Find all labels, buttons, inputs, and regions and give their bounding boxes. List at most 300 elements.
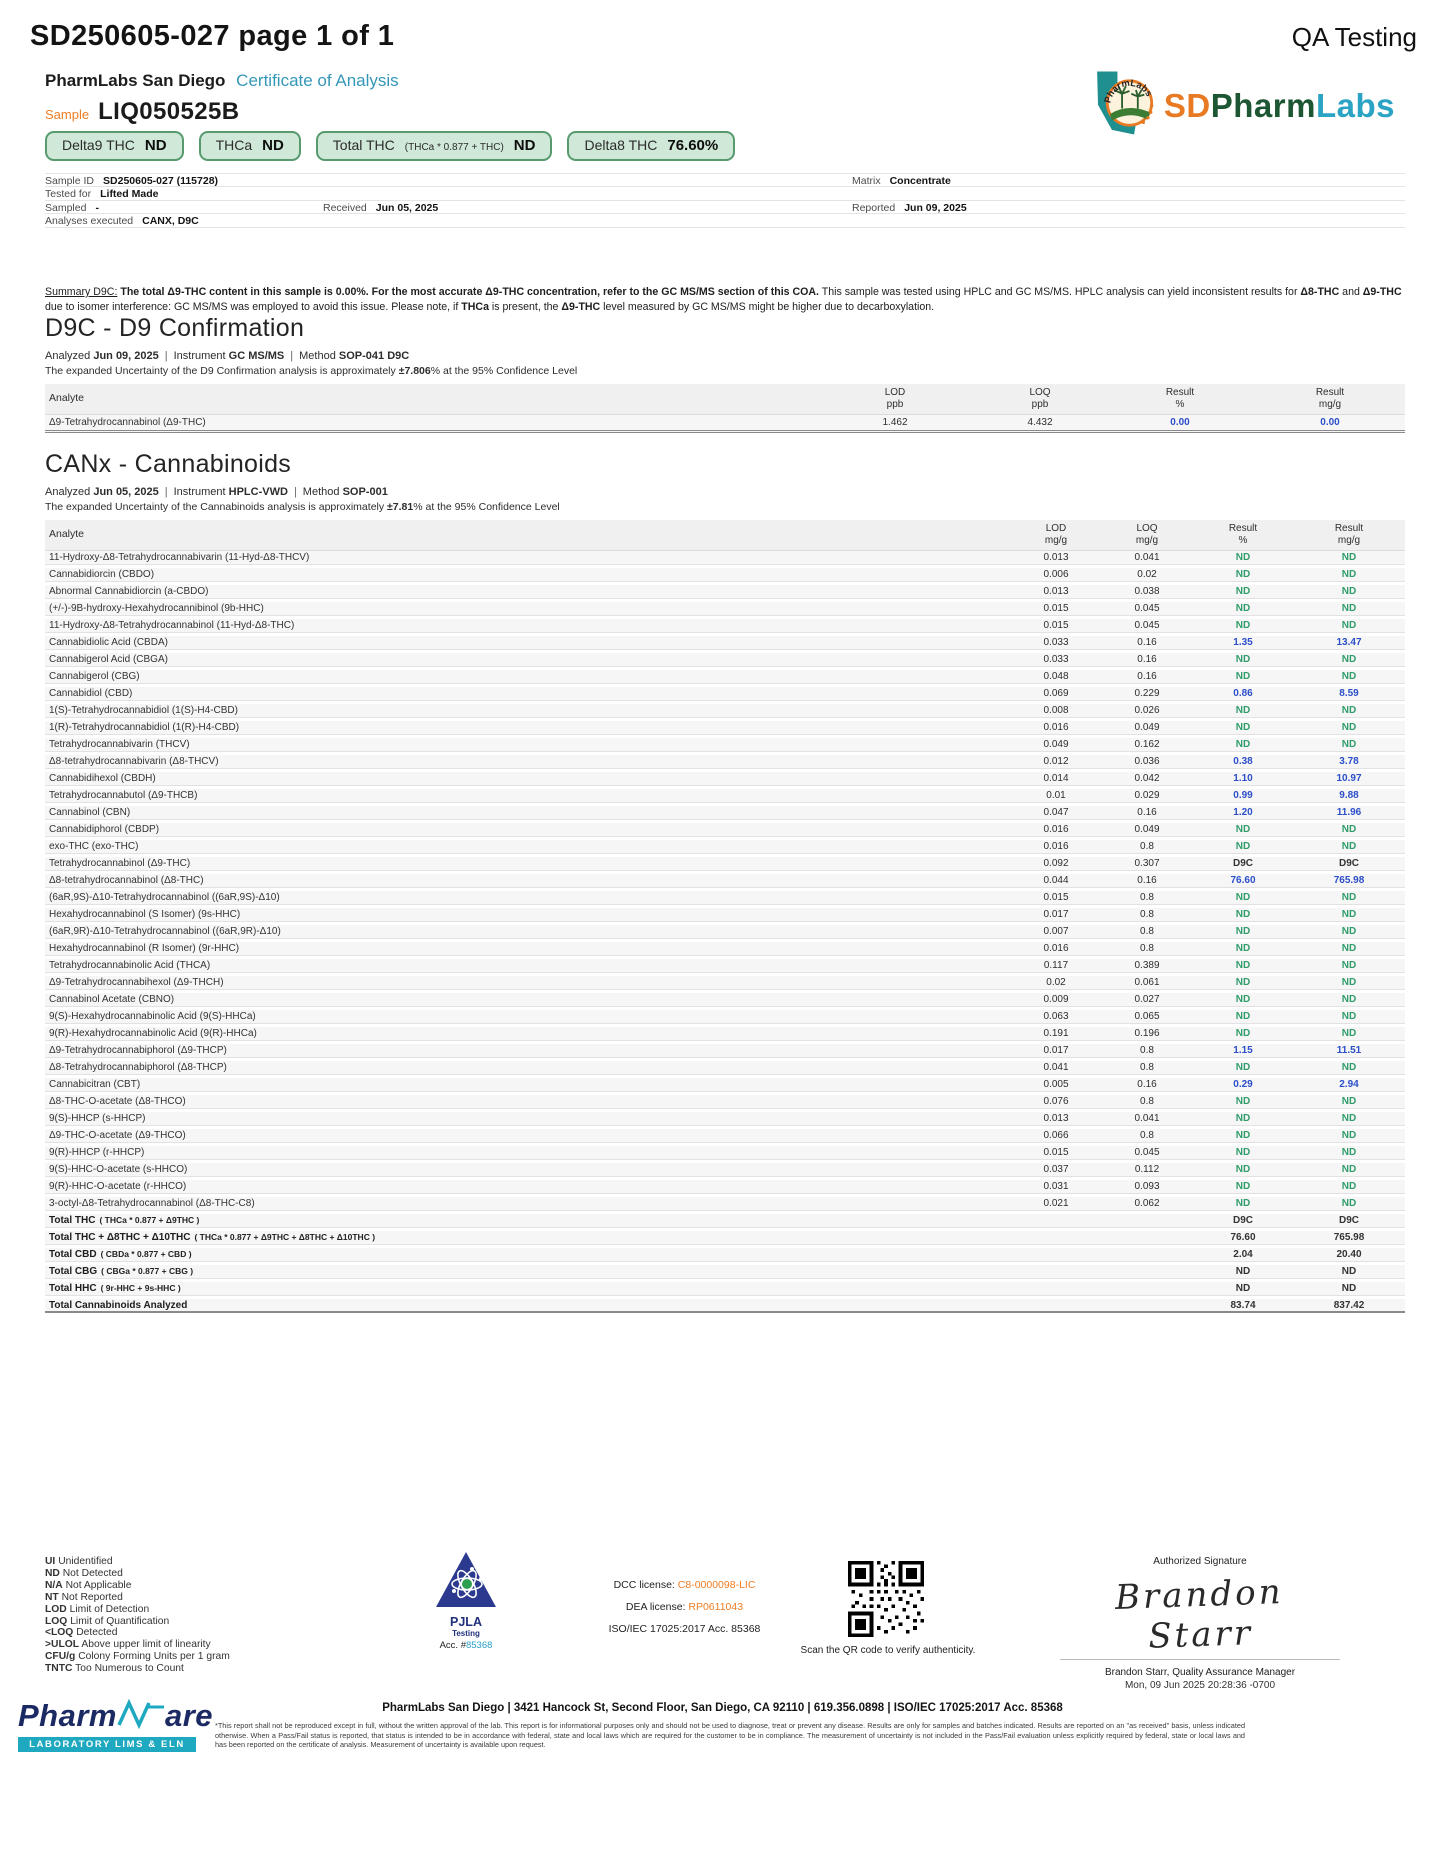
result-pct-value: ND <box>1235 1147 1251 1158</box>
result-pct-value: ND <box>1235 977 1251 988</box>
report-disclaimer: *This report shall not be reproduced except in full, without the written approval of the lab. This report is for informational purposes only and should not be used to diagnose, treat or prevent any disease. Results are only for samples and batches indicated. Results are reported on an "as received" basis, unless indicated otherwise. When a Pass/Fail status is reported, that status is intended to be in accordance with federal, state and local laws which are required for the customer to be in compliance. The measurement of uncertainty is not included in the Pass/Fail evaluation unless explicitly required by federal, state or local laws and has been reported on the certificate of analysis. Measurement of uncertainty is available upon request. <box>215 1721 1245 1750</box>
result-mgg-value: ND <box>1341 1028 1357 1039</box>
lod-value: 0.037 <box>1043 1164 1069 1175</box>
analyte-name: Δ8-THC-O-acetate (Δ8-THCO) <box>49 1096 186 1107</box>
canx-table-body <box>45 551 1405 1313</box>
analyte-name: Tetrahydrocannabinolic Acid (THCA) <box>49 960 211 971</box>
analyte-name: Hexahydrocannabinol (R Isomer) (9r-HHC) <box>49 943 240 954</box>
lab-address-line: PharmLabs San Diego | 3421 Hancock St, Second Floor, San Diego, CA 92110 | 619.356.0898 | ISO/IEC 17025:2017 Acc. 85368 <box>382 1702 1063 1714</box>
legend-item: LOQ Limit of Quantification <box>45 1615 170 1627</box>
result-pct-value: ND <box>1235 1181 1251 1192</box>
analyte-formula <box>186 1130 190 1140</box>
analyte-formula <box>281 926 285 936</box>
loq-value: 0.045 <box>1134 603 1160 614</box>
result-mgg-value: 765.98 <box>1333 1232 1365 1243</box>
analyte-formula <box>255 1198 259 1208</box>
result-pct-value: 1.10 <box>1233 773 1253 784</box>
table-row <box>45 908 1405 922</box>
result-pct-value: ND <box>1235 926 1251 937</box>
lod-value: 0.041 <box>1043 1062 1069 1073</box>
legend-item: N/A Not Applicable <box>45 1579 132 1591</box>
license-block <box>592 1574 777 1640</box>
loq-value: 0.061 <box>1134 977 1160 988</box>
analyte-name: Total THC <box>49 1215 96 1226</box>
result-mgg-value: ND <box>1341 1113 1357 1124</box>
lod-value: 0.066 <box>1043 1130 1069 1141</box>
d9c-uncertainty-line: The expanded Uncertainty of the D9 Confirmation analysis is approximately ±7.806% at the 95% Confidence Level <box>45 365 578 377</box>
result-mgg-value: ND <box>1341 977 1357 988</box>
svg-text:PharmLabs: PharmLabs <box>1102 77 1155 104</box>
result-pct-value: 76.60 <box>1230 875 1256 886</box>
analyte-name: 11-Hydroxy-Δ8-Tetrahydrocannabinol (11-Hyd-Δ8-THC) <box>49 620 295 631</box>
analyte-formula <box>197 790 201 800</box>
table-row <box>45 721 1405 735</box>
result-mgg-value: ND <box>1341 1283 1357 1294</box>
analyte-name: (6aR,9S)-Δ10-Tetrahydrocannabinol ((6aR,9S)-Δ10) <box>49 892 280 903</box>
analyte-name: 9(R)-HHCP (r-HHCP) <box>49 1147 145 1158</box>
lod-value: 0.048 <box>1043 671 1069 682</box>
analyte-formula <box>257 1028 261 1038</box>
loq-value: 0.045 <box>1134 1147 1160 1158</box>
analyte-formula <box>168 654 172 664</box>
pharmware-wave-icon <box>117 1699 165 1734</box>
d9c-table-row: Δ9-Tetrahydrocannabinol (Δ9-THC) 1.462 4.432 0.00 0.00 <box>45 415 1405 433</box>
result-mgg-value: ND <box>1341 1096 1357 1107</box>
d9c-section-title: D9C - D9 Confirmation <box>45 314 305 342</box>
loq-value: 0.16 <box>1137 637 1157 648</box>
table-row <box>45 585 1405 599</box>
analyte-name: (6aR,9R)-Δ10-Tetrahydrocannabinol ((6aR,9R)-Δ10) <box>49 926 281 937</box>
result-pct-value: ND <box>1235 1130 1251 1141</box>
analyte-name: Cannabidiphorol (CBDP) <box>49 824 160 835</box>
legend-item: NT Not Reported <box>45 1591 123 1603</box>
result-pct-value: ND <box>1235 1062 1251 1073</box>
analyte-name: 1(R)-Tetrahydrocannabidiol (1(R)-H4-CBD) <box>49 722 240 733</box>
canx-section-title: CANx - Cannabinoids <box>45 450 292 478</box>
analyte-formula <box>140 1079 144 1089</box>
analyte-formula <box>132 688 136 698</box>
loq-value: 0.041 <box>1134 552 1160 563</box>
lod-value: 0.016 <box>1043 824 1069 835</box>
analyte-name: Cannabigerol (CBG) <box>49 671 140 682</box>
lod-value: 0.017 <box>1043 1045 1069 1056</box>
result-pct-value: 0.29 <box>1233 1079 1253 1090</box>
table-row <box>45 806 1405 820</box>
info-row-sample-id: Sample ID SD250605-027 (115728) Matrix Concentrate <box>45 173 1405 187</box>
lod-value: 0.069 <box>1043 688 1069 699</box>
result-pct-value: ND <box>1235 552 1251 563</box>
lod-value: 0.009 <box>1043 994 1069 1005</box>
lod-value: 0.015 <box>1043 1147 1069 1158</box>
analyte-formula <box>186 1096 190 1106</box>
signature-script: Brandon Starr <box>1114 1572 1285 1657</box>
badge-total-thc: Total THC (THCa * 0.877 + THC) ND <box>316 131 553 161</box>
table-row <box>45 1299 1405 1313</box>
analyte-formula <box>144 1147 148 1157</box>
table-row <box>45 1078 1405 1092</box>
result-mgg-value: ND <box>1341 620 1357 631</box>
analyte-name: 9(R)-HHC-O-acetate (r-HHCO) <box>49 1181 187 1192</box>
loq-value: 0.8 <box>1140 909 1154 920</box>
canx-uncertainty-line: The expanded Uncertainty of the Cannabinoids analysis is approximately ±7.81% at the 95% Confidence Level <box>45 501 560 513</box>
analyte-name: 9(R)-Hexahydrocannabinolic Acid (9(R)-HHCa) <box>49 1028 257 1039</box>
result-mgg-value: ND <box>1341 1011 1357 1022</box>
loq-value: 0.027 <box>1134 994 1160 1005</box>
table-row <box>45 738 1405 752</box>
qr-caption: Scan the QR code to verify authenticity. <box>800 1645 976 1656</box>
analyte-name: Δ9-THC-O-acetate (Δ9-THCO) <box>49 1130 186 1141</box>
canx-meta-line: Analyzed Jun 05, 2025 | Instrument HPLC-VWD | Method SOP-001 <box>45 486 388 498</box>
analyte-name: Tetrahydrocannabinol (Δ9-THC) <box>49 858 191 869</box>
table-row <box>45 891 1405 905</box>
result-pct-value: ND <box>1235 1283 1251 1294</box>
table-row <box>45 1282 1405 1296</box>
analyte-name: Total Cannabinoids Analyzed <box>49 1299 188 1311</box>
analyte-formula <box>168 637 172 647</box>
lod-value: 0.092 <box>1043 858 1069 869</box>
lod-value: 0.016 <box>1043 722 1069 733</box>
analyte-formula <box>156 773 160 783</box>
analyte-formula: ( CBDa * 0.877 + CBD ) <box>100 1249 192 1259</box>
lod-value: 0.008 <box>1043 705 1069 716</box>
loq-value: 0.162 <box>1134 739 1160 750</box>
analyte-name: Δ8-tetrahydrocannabivarin (Δ8-THCV) <box>49 756 219 767</box>
result-mgg-value: ND <box>1341 1266 1357 1277</box>
result-mgg-value: ND <box>1341 909 1357 920</box>
loq-value: 0.029 <box>1134 790 1160 801</box>
result-pct-value: 0.99 <box>1233 790 1253 801</box>
result-mgg-value: 8.59 <box>1339 688 1359 699</box>
qa-testing-label: QA Testing <box>1291 22 1417 52</box>
legend-item: >ULOL Above upper limit of linearity <box>45 1639 211 1651</box>
table-row <box>45 1197 1405 1211</box>
table-row <box>45 1027 1405 1041</box>
result-pct-value: ND <box>1235 1164 1251 1175</box>
table-row <box>45 1044 1405 1058</box>
loq-value: 0.16 <box>1137 654 1157 665</box>
analyte-formula <box>227 1045 231 1055</box>
lod-value: 0.015 <box>1043 603 1069 614</box>
lod-value: 0.013 <box>1043 552 1069 563</box>
result-pct-value: ND <box>1235 892 1251 903</box>
result-pct-value: 2.04 <box>1233 1249 1253 1260</box>
analyte-name: Total HHC <box>49 1283 97 1294</box>
badge-delta8-thc: Delta8 THC 76.60% <box>567 131 735 161</box>
analyte-formula <box>154 569 158 579</box>
analyte-name: (+/-)-9B-hydroxy-Hexahydrocannibinol (9b-HHC) <box>49 603 264 614</box>
table-row <box>45 1146 1405 1160</box>
table-row <box>45 1180 1405 1194</box>
loq-value: 0.049 <box>1134 824 1160 835</box>
result-mgg-value: ND <box>1341 926 1357 937</box>
table-row <box>45 1112 1405 1126</box>
analyte-formula: ( THCa * 0.877 + Δ9THC + Δ8THC + Δ10THC ) <box>194 1232 376 1242</box>
loq-value: 0.026 <box>1134 705 1160 716</box>
qr-code <box>848 1561 924 1637</box>
table-row <box>45 840 1405 854</box>
signature-block <box>1060 1556 1340 1691</box>
analyte-name: Cannabinol (CBN) <box>49 807 131 818</box>
result-mgg-value: ND <box>1341 1130 1357 1141</box>
loq-value: 0.8 <box>1140 892 1154 903</box>
lod-value: 0.016 <box>1043 841 1069 852</box>
legend-item: TNTC Too Numerous to Count <box>45 1663 184 1675</box>
loq-value: 0.8 <box>1140 1096 1154 1107</box>
analyte-name: Cannabidiol (CBD) <box>49 688 133 699</box>
result-mgg-value: 765.98 <box>1333 875 1365 886</box>
table-row <box>45 1265 1405 1279</box>
result-pct-value: ND <box>1235 824 1251 835</box>
result-mgg-value: ND <box>1341 552 1357 563</box>
result-pct-value: ND <box>1235 1096 1251 1107</box>
loq-value: 0.042 <box>1134 773 1160 784</box>
lod-value: 0.014 <box>1043 773 1069 784</box>
table-row <box>45 1095 1405 1109</box>
lod-value: 0.033 <box>1043 654 1069 665</box>
sample-label: Sample <box>45 107 90 122</box>
analyte-formula <box>140 671 144 681</box>
analyte-name: Cannabinol Acetate (CBNO) <box>49 994 175 1005</box>
lod-value: 0.031 <box>1043 1181 1069 1192</box>
result-pct-value: ND <box>1235 620 1251 631</box>
analyte-formula <box>256 1011 260 1021</box>
analyte-formula <box>240 909 244 919</box>
result-pct-value: 1.35 <box>1233 637 1253 648</box>
analyte-name: Abnormal Cannabidiorcin (a-CBDO) <box>49 586 209 597</box>
analyte-name: Hexahydrocannabinol (S Isomer) (9s-HHC) <box>49 909 241 920</box>
analyte-name: Cannabidiolic Acid (CBDA) <box>49 637 168 648</box>
result-mgg-value: D9C <box>1338 858 1359 869</box>
result-mgg-value: ND <box>1341 943 1357 954</box>
loq-value: 0.8 <box>1140 926 1154 937</box>
d9c-table-header: Analyte LOD ppb LOQ ppb Result % Result mg/g <box>45 384 1405 415</box>
analyte-formula <box>145 1113 149 1123</box>
analyte-name: Δ8-tetrahydrocannabinol (Δ8-THC) <box>49 875 204 886</box>
loq-value: 0.8 <box>1140 1130 1154 1141</box>
table-row <box>45 636 1405 650</box>
result-mgg-value: 20.40 <box>1336 1249 1362 1260</box>
analyte-name: Total CBG <box>49 1266 98 1277</box>
result-mgg-value: ND <box>1341 739 1357 750</box>
sample-id: LIQ050525B <box>98 98 240 125</box>
loq-value: 0.16 <box>1137 671 1157 682</box>
signature-date: Mon, 09 Jun 2025 20:28:36 -0700 <box>1124 1680 1276 1691</box>
authorized-signature-label: Authorized Signature <box>1153 1556 1247 1567</box>
analyte-formula <box>187 1164 191 1174</box>
result-pct-value: ND <box>1235 739 1251 750</box>
result-mgg-value: D9C <box>1338 1215 1359 1226</box>
legend-item: UI Unidentified <box>45 1556 113 1567</box>
table-row <box>45 687 1405 701</box>
result-mgg-value: ND <box>1341 654 1357 665</box>
result-pct-value: D9C <box>1232 1215 1253 1226</box>
analyte-name: Tetrahydrocannabutol (Δ9-THCB) <box>49 790 198 801</box>
loq-value: 0.16 <box>1137 1079 1157 1090</box>
abbreviation-legend <box>45 1556 230 1675</box>
analyte-name: Cannabicitran (CBT) <box>49 1079 141 1090</box>
analyte-formula <box>130 807 134 817</box>
lod-value: 0.033 <box>1043 637 1069 648</box>
result-mgg-value: 10.97 <box>1336 773 1362 784</box>
result-mgg-value: 837.42 <box>1333 1299 1365 1311</box>
result-pct-value: ND <box>1235 909 1251 920</box>
lod-value: 0.021 <box>1043 1198 1069 1209</box>
analyte-name: 9(S)-Hexahydrocannabinolic Acid (9(S)-HHCa) <box>49 1011 256 1022</box>
loq-value: 0.049 <box>1134 722 1160 733</box>
loq-value: 0.196 <box>1134 1028 1160 1039</box>
analyte-formula <box>219 756 223 766</box>
lod-value: 0.063 <box>1043 1011 1069 1022</box>
table-row <box>45 772 1405 786</box>
lod-value: 0.049 <box>1043 739 1069 750</box>
loq-value: 0.041 <box>1134 1113 1160 1124</box>
analyte-formula <box>264 603 268 613</box>
info-row-analyses: Analyses executed CANX, D9C <box>45 214 1405 228</box>
analyte-formula <box>238 705 242 715</box>
thc-badges <box>45 131 735 161</box>
result-pct-value: ND <box>1235 569 1251 580</box>
analyte-formula <box>239 943 243 953</box>
d9c-meta-line: Analyzed Jun 09, 2025 | Instrument GC MS/MS | Method SOP-041 D9C <box>45 350 410 362</box>
lod-value: 0.015 <box>1043 620 1069 631</box>
result-mgg-value: ND <box>1341 671 1357 682</box>
table-row <box>45 551 1405 565</box>
lab-title-line <box>45 71 399 91</box>
result-pct-value: 0.86 <box>1233 688 1253 699</box>
analyte-formula <box>309 552 313 562</box>
analyte-formula <box>190 739 194 749</box>
loq-value: 0.229 <box>1134 688 1160 699</box>
lod-value: 0.02 <box>1046 977 1066 988</box>
signer-name-title: Brandon Starr, Quality Assurance Manager <box>1104 1667 1296 1678</box>
analyte-formula <box>159 824 163 834</box>
loq-value: 0.02 <box>1137 569 1157 580</box>
analyte-name: 11-Hydroxy-Δ8-Tetrahydrocannabivarin (11-Hyd-Δ8-THCV) <box>49 552 310 563</box>
analyte-name: Cannabigerol Acid (CBGA) <box>49 654 168 665</box>
table-row <box>45 993 1405 1007</box>
legend-item: <LOQ Detected <box>45 1627 118 1639</box>
result-mgg-value: ND <box>1341 569 1357 580</box>
loq-value: 0.065 <box>1134 1011 1160 1022</box>
loq-value: 0.389 <box>1134 960 1160 971</box>
analyte-name: Δ9-Tetrahydrocannabiphorol (Δ9-THCP) <box>49 1045 227 1056</box>
result-mgg-value: ND <box>1341 1198 1357 1209</box>
lod-value: 0.017 <box>1043 909 1069 920</box>
table-row <box>45 925 1405 939</box>
result-pct-value: ND <box>1235 1113 1251 1124</box>
result-mgg-value: ND <box>1341 960 1357 971</box>
table-row <box>45 1061 1405 1075</box>
table-row <box>45 670 1405 684</box>
pharmware-logo: Pharm are LABORATORY LIMS & ELN <box>18 1698 214 1750</box>
result-mgg-value: ND <box>1341 722 1357 733</box>
result-mgg-value: ND <box>1341 1181 1357 1192</box>
result-pct-value: ND <box>1235 841 1251 852</box>
result-mgg-value: ND <box>1341 705 1357 716</box>
analyte-formula <box>227 1062 231 1072</box>
loq-value: 0.093 <box>1134 1181 1160 1192</box>
table-row <box>45 1129 1405 1143</box>
certificate-of-analysis-label: Certificate of Analysis <box>236 71 399 90</box>
result-pct-value: ND <box>1235 1266 1251 1277</box>
canx-section <box>45 450 1405 1316</box>
analyte-name: Cannabidihexol (CBDH) <box>49 773 156 784</box>
lod-value: 0.013 <box>1043 1113 1069 1124</box>
analyte-name: 9(S)-HHCP (s-HHCP) <box>49 1113 146 1124</box>
analyte-formula <box>174 994 178 1004</box>
result-mgg-value: ND <box>1341 1147 1357 1158</box>
analyte-name: Total CBD <box>49 1249 97 1260</box>
sdpharmlabs-logo <box>1086 66 1395 145</box>
table-row <box>45 1248 1405 1262</box>
table-row <box>45 1010 1405 1024</box>
result-pct-value: 76.60 <box>1230 1232 1256 1243</box>
analyte-formula <box>186 1181 190 1191</box>
result-pct-value: ND <box>1235 722 1251 733</box>
result-mgg-value: 3.78 <box>1339 756 1359 767</box>
dea-license: DEA license: RP0611043 <box>625 1601 744 1613</box>
pjla-accreditation-logo: PJLA Testing Acc. #85368 <box>418 1551 514 1651</box>
table-row <box>45 1214 1405 1228</box>
table-row <box>45 755 1405 769</box>
analyte-formula: ( THCa * 0.877 + Δ9THC ) <box>99 1215 200 1225</box>
loq-value: 0.038 <box>1134 586 1160 597</box>
result-pct-value: ND <box>1235 943 1251 954</box>
table-row <box>45 823 1405 837</box>
analyte-formula <box>280 892 284 902</box>
lod-value: 0.007 <box>1043 926 1069 937</box>
result-mgg-value: ND <box>1341 603 1357 614</box>
table-row <box>45 874 1405 888</box>
loq-value: 0.8 <box>1140 943 1154 954</box>
analyte-name: Cannabidiorcin (CBDO) <box>49 569 155 580</box>
result-pct-value: ND <box>1235 586 1251 597</box>
analyte-name: exo-THC (exo-THC) <box>49 841 139 852</box>
table-row <box>45 653 1405 667</box>
lod-value: 0.016 <box>1043 943 1069 954</box>
summary-paragraph: Summary D9C: The total Δ9-THC content in this sample is 0.00%. For the most accurate Δ9-THC concentration, refer to the GC MS/MS section of this COA. This sample was tested using HPLC and GC MS/MS. HPLC analysis can yield inconsistent results for Δ8-THC and Δ9-THC due to isomer interference: GC MS/MS was employed to avoid this issue. Please note, if THCa is present, the Δ9-THC level measured by GC MS/MS might be higher due to decarboxylation. <box>45 286 1402 313</box>
legend-item: ND Not Detected <box>45 1567 123 1579</box>
result-pct-value: ND <box>1235 1198 1251 1209</box>
analyte-formula <box>187 1300 191 1310</box>
result-mgg-value: ND <box>1341 994 1357 1005</box>
table-row <box>45 704 1405 718</box>
result-mgg-value: ND <box>1341 841 1357 852</box>
badge-delta9-thc: Delta9 THC ND <box>45 131 184 161</box>
table-row <box>45 568 1405 582</box>
pjla-triangle-icon <box>434 1596 498 1613</box>
table-row <box>45 1231 1405 1245</box>
page-title: SD250605-027 page 1 of 1 <box>30 20 395 52</box>
loq-value: 0.8 <box>1140 1045 1154 1056</box>
analyte-formula: ( 9r-HHC + 9s-HHC ) <box>100 1283 181 1293</box>
sample-line <box>45 98 240 126</box>
result-pct-value: ND <box>1235 1011 1251 1022</box>
lod-value: 0.191 <box>1043 1028 1069 1039</box>
analyte-name: Δ8-Tetrahydrocannabiphorol (Δ8-THCP) <box>49 1062 227 1073</box>
lod-value: 0.01 <box>1046 790 1066 801</box>
analyte-formula <box>190 858 194 868</box>
result-pct-value: 83.74 <box>1230 1299 1256 1311</box>
sample-info-table <box>45 173 1405 228</box>
result-mgg-value: 11.51 <box>1336 1045 1362 1056</box>
result-mgg-value: 11.96 <box>1336 807 1362 818</box>
iso-accreditation: ISO/IEC 17025:2017 Acc. 85368 <box>608 1623 761 1635</box>
badge-thca: THCa ND <box>199 131 301 161</box>
analyte-formula <box>294 620 298 630</box>
pharmlabs-emblem-icon <box>1086 66 1160 145</box>
lod-value: 0.006 <box>1043 569 1069 580</box>
